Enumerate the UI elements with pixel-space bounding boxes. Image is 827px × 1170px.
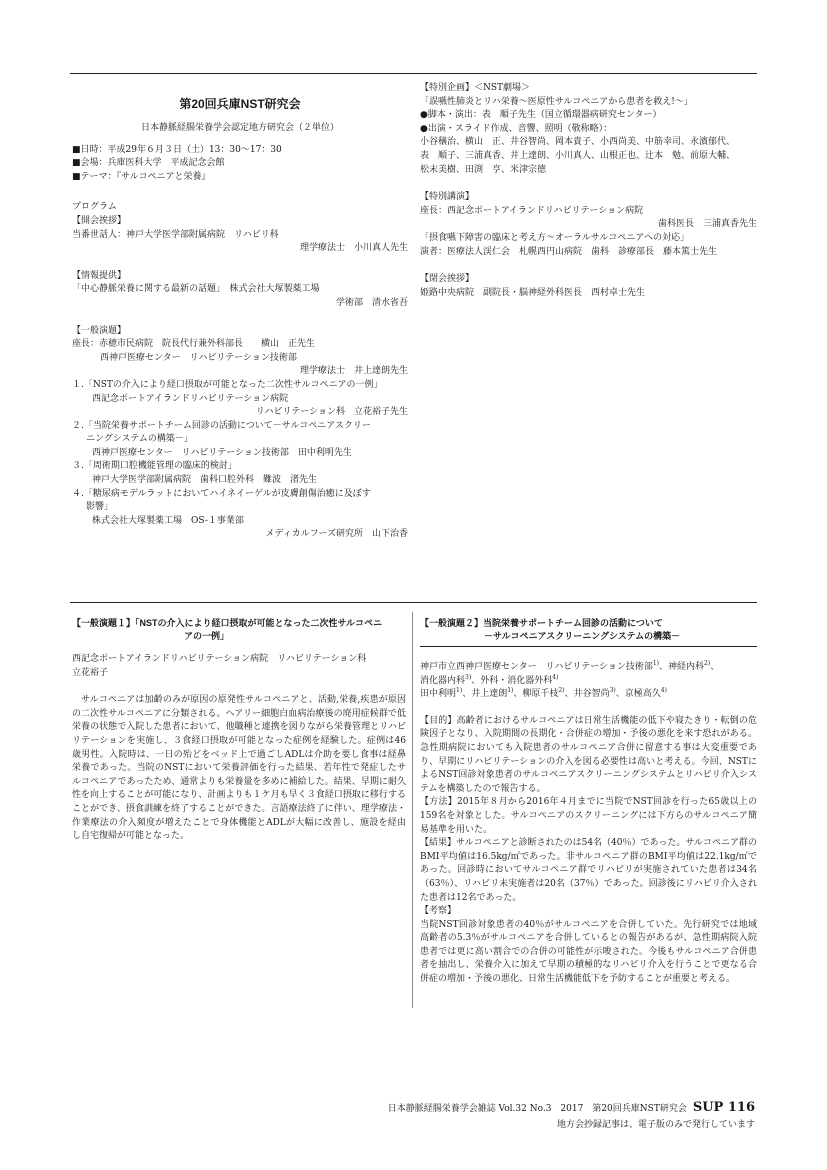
closing-line1: 姫路中央病院 副院長・脳神経外科医長 西村卓士先生 <box>420 287 646 298</box>
middle-rule <box>70 602 757 603</box>
opening-heading: 【開会挨拶】 <box>72 215 127 226</box>
program-column <box>72 96 408 542</box>
info-venue: ■会場：兵庫医科大学 平成記念会館 <box>72 158 225 169</box>
general-item-4-speaker: メディカルフーズ研究所 山下治香 <box>265 529 408 540</box>
abstract-2-title-cont: －サルコペニアスクリーニングシステムの構築－ <box>484 631 681 641</box>
journal-citation: 日本静脈経腸栄養学会雑誌 Vol.32 No.3 2017 第20回兵庫NST研究会 <box>387 1104 687 1114</box>
general-item-1-speaker: リハビリテーション科 立花裕子先生 <box>255 407 408 418</box>
abstract-2-title: 【一般演題２】当院栄養サポートチーム回診の活動について <box>420 618 663 628</box>
general-item-4-title: ４.「糖尿病モデルラットにおいてハイネイーゲルが皮膚創傷治癒に及ぼす <box>72 488 371 499</box>
general-item-4-title-cont: 影響」 <box>86 502 114 513</box>
footer-journal <box>388 1101 755 1117</box>
info-provision-line1: 「中心静脈栄養に関する最新の話題」 株式会社大塚製薬工場 <box>72 284 320 295</box>
page-number: SUP 116 <box>692 1100 755 1115</box>
abstract-2-affiliation-2: 消化器内科$^{3)}$、外科・消化器外科$^{4)}$ <box>420 673 559 686</box>
abstract-2-method: 【方法】2015年８月から2016年４月までに当院でNST回診を行った65歳以上の159名を対象とした。サルコペニアのスクリーニングには下方らのサルコペニア簡易基準を用いた。 <box>420 797 757 835</box>
special-lecture-title: 「摂食嚥下障害の臨床と考え方〜オーラルサルコペニアへの対応」 <box>420 232 690 243</box>
abstract-2-result: 【結果】サルコペニアと診断されたのは54名（40％）であった。サルコペニア群のBMI平均値は16.5kg/㎡であった。非サルコペニア群のBMI平均値は22.1kg/㎡であった。回診時においてサルコペニア群でリハビリが実施されていた患者は34名（63％）、リハビリ未実施者は20名（37％）であった。回診後にリハビリ介入された患者は12名であった。 <box>420 838 757 903</box>
general-item-3-title: ３.「周術期口腔機能管理の臨床的検討」 <box>72 461 237 472</box>
info-theme: ■テーマ：『サルコペニアと栄養』 <box>72 171 211 182</box>
abstract-1-author: 立花裕子 <box>72 667 109 678</box>
top-rule <box>70 73 757 74</box>
abstract-2-discussion-heading: 【考察】 <box>420 906 457 917</box>
general-item-2-title-cont: ニングシステムの構築－」 <box>86 434 193 445</box>
column-divider <box>412 612 413 1008</box>
footer-note: 地方会抄録記事は、電子版のみで発行しています <box>556 1120 755 1130</box>
abstract-1-body: サルコペニアは加齢のみが原因の原発性サルコペニアと、活動,栄養,疾患が原因の二次性サルコペニアに分類される。ヘアリー細胞白血病治療後の廃用症候群で低栄養の状態で入院した患者において、他職種と連携を図りながら栄養管理とリハビリテーションを実施し、３食経口摂取が可能となった症例を経験した。症例は46歳男性。入院時は、一日の殆どをベッド上で過ごしADLは介助を要し食事は経鼻栄養であった。当院のNSTにおいて栄養評価を行った結果、若年性で発症したサルコペニアであったため、通常よりも栄養量を多めに補給した。結果、早期に耐久性を向上することが可能になり、計画よりも１ケ月も早く３食経口摂取に移行することができ、摂食訓練を終了することができた。言語療法終了に伴い、理学療法・作業療法の介入頻度が増えたことで身体機能とADLが大幅に改善し、施設を経由し自宅復帰が可能となった。 <box>72 695 406 842</box>
abstract-1-title-cont: アの一例」 <box>184 631 230 641</box>
closing-heading: 【閉会挨拶】 <box>420 274 475 285</box>
page-title: 第20回兵庫NST研究会 <box>179 97 301 111</box>
abstract-1 <box>72 617 406 844</box>
abstract-2-affiliation-1: 神戸市立西神戸医療センター リハビリテーション技術部$^{1)}$、神経内科$^{2)}$、 <box>420 660 720 672</box>
info-date: ■日時：平成29年６月３日（土）13：30〜17：30 <box>72 144 282 155</box>
abstract-2-discussion: 当院NST回診対象患者の40％がサルコペニアを合併していた。先行研究では地域高齢者の5.3％がサルコペニアを合併しているとの報告があるが、急性期病院入院患者では更に高い割合での合併の可能性が示唆された。今後もサルコペニア合併患者を抽出し、栄養介入に加えて早期の積極的なリハビリ介入を行うことで更なる合併症の増加・予後の悪化、日常生活機能低下を予防することが重要と考える。 <box>420 919 757 985</box>
special-lecture-chair2: 歯科医長 三浦真香先生 <box>657 219 757 230</box>
special-lecture-heading: 【特別講演】 <box>420 192 475 203</box>
opening-line1: 当番世話人：神戸大学医学部附属病院 リハビリ科 <box>72 229 279 240</box>
general-item-1-title: １.「NSTの介入により経口摂取が可能となった二次性サルコペニアの一例」 <box>72 379 383 390</box>
abstract-2-authors: 田中利明$^{1)}$、井上達朗$^{1)}$、柳原千枝$^{2)}$、井谷智尚$^{3)}$、京極高久$^{4)}$ <box>420 687 667 700</box>
general-heading: 【一般演題】 <box>72 325 127 336</box>
general-item-1-affil: 西記念ポートアイランドリハビリテーション病院 <box>92 393 289 404</box>
general-item-4-affil: 株式会社大塚製薬工場 OS-１事業部 <box>92 515 244 526</box>
general-item-2-affil: 西神戸医療センター リハビリテーション技術部 田中利明先生 <box>92 447 352 458</box>
info-provision-line2: 学術部 清水省吾 <box>335 297 408 308</box>
info-provision-heading: 【情報提供】 <box>72 270 127 281</box>
general-item-3-affil: 神戸大学医学部附属病院 歯科口腔外科 難波 渚先生 <box>92 475 318 486</box>
general-item-2-title: ２.「当院栄養サポートチーム回診の活動について－サルコペニアスクリー <box>72 420 371 431</box>
special-plan-cast-1: 小谷穣治、横山 正、井谷智尚、岡本貴子、小西尚美、中筋幸司、永濱郁代、 <box>420 137 736 148</box>
subtitle: 日本静脈経腸栄養学会認定地方研究会（２単位） <box>140 123 339 133</box>
special-lecture-speaker: 演者：医療法人渓仁会 札幌西円山病院 歯科 診療部長 藤本篤士先生 <box>420 246 718 257</box>
program-label: プログラム <box>72 202 117 213</box>
special-plan-cast-heading: ●出演・スライド作成、音響、照明（敬称略）： <box>420 123 613 134</box>
abstract-1-affiliation: 西記念ポートアイランドリハビリテーション病院 リハビリテーション科 <box>72 654 367 664</box>
special-lecture-chair1: 座長：西記念ポートアイランドリハビリテーション病院 <box>420 205 644 216</box>
special-plan-title: 「誤嚥性肺炎とリハ栄養〜医原性サルコペニアから患者を救え!〜」 <box>420 96 693 107</box>
special-plan-cast-2: 表 順子、三浦真香、井上達朗、小川真人、山根正也、辻本 勉、前原大輔、 <box>420 150 736 161</box>
general-chair2: 西神戸医療センター リハビリテーション技術部 <box>100 352 297 363</box>
general-chair1: 座長：赤穂市民病院 院長代行兼外科部長 横山 正先生 <box>72 339 316 350</box>
special-plan-heading: 【特別企画】＜NST劇場＞ <box>420 83 531 93</box>
abstract-2-purpose: 【目的】高齢者におけるサルコペニアは日常生活機能の低下や寝たきり・転倒の危険因子となり、入院期間の長期化・合併症の増加・予後の悪化を来す恐れがある。急性期病院においても入院患者のサルコペニア合併に留意する事は大変重要であり、早期にリハビリテーションの介入を図る必要性は高いと考える。今回、NSTによるNST回診対象患者のサルコペニアスクリーニングシステムとリハビリ介入システムを構築したので報告する。 <box>420 715 757 794</box>
program-column-right <box>420 82 757 300</box>
opening-line2: 理学療法士 小川真人先生 <box>299 243 408 254</box>
special-plan-script: ●脚本・演出：表 順子先生（国立循環器病研究センター） <box>420 110 662 121</box>
general-chair3: 理学療法士 井上達朗先生 <box>299 366 408 377</box>
abstract-1-title: 【一般演題１】「NSTの介入により経口摂取が可能となった二次性サルコペニ <box>72 618 383 628</box>
abstract-2 <box>420 617 757 987</box>
special-plan-cast-3: 松末美樹、田渕 亨、米津宗徳 <box>420 164 547 175</box>
